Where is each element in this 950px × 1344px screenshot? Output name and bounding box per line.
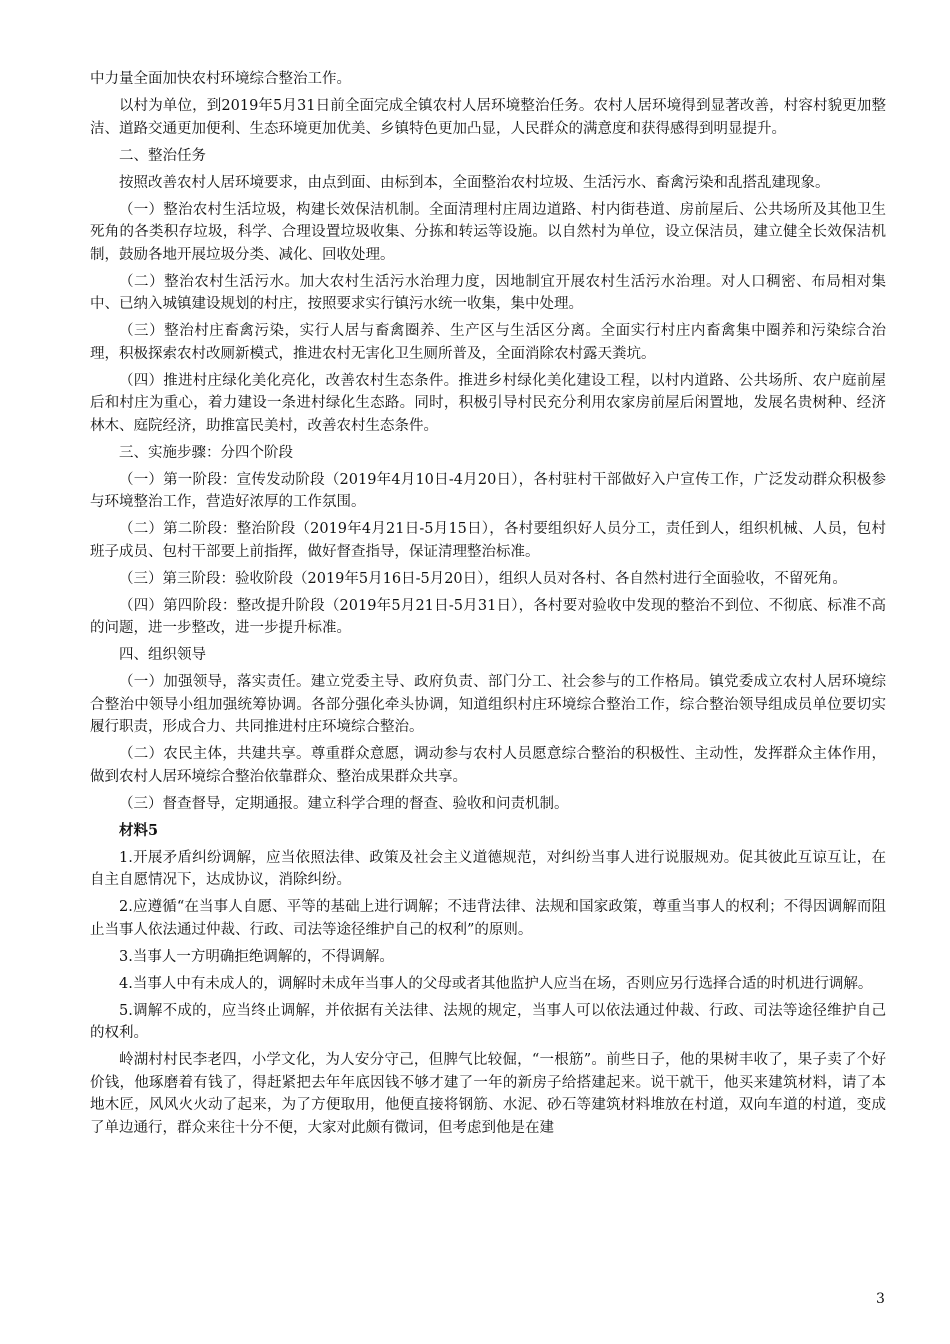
paragraph: （二）整治农村生活污水。加大农村生活污水治理力度，因地制宜开展农村生活污水治理。对人口稠密、布局相对集中、已纳入城镇建设规划的村庄，按照要求实行镇污水统一收集，集中处理。 — [90, 273, 886, 312]
paragraph: 三、实施步骤：分四个阶段 — [119, 444, 293, 461]
paragraph: 以村为单位，到2019年5月31日前全面完成全镇农村人居环境整治任务。农村人居环境得到显著改善，村容村貌更加整洁、道路交通更加便利、生态环境更加优美、乡镇特色更加凸显，人民群众的满意度和获得感得到明显提升。 — [90, 98, 886, 137]
paragraph: 二、整治任务 — [119, 147, 206, 164]
paragraph: （二）第二阶段：整治阶段（2019年4月21日-5月15日），各村要组织好人员分工，责任到人，组织机械、人员，包村班子成员、包村干部要上前指挥，做好督查指导，保证清理整治标准。 — [90, 521, 886, 560]
paragraph: （一）整治农村生活垃圾，构建长效保洁机制。全面清理村庄周边道路、村内街巷道、房前屋后、公共场所及其他卫生死角的各类积存垃圾，科学、合理设置垃圾收集、分拣和转运等设施。以自然村为单位，设立保洁员，建立健全长效保洁机制，鼓励各地开展垃圾分类、减化、回收处理。 — [90, 201, 886, 263]
paragraph: 按照改善农村人居环境要求，由点到面、由标到本，全面整治农村垃圾、生活污水、畜禽污染和乱搭乱建现象。 — [119, 174, 830, 191]
paragraph: （三）督查督导，定期通报。建立科学合理的督查、验收和问责机制。 — [119, 795, 569, 812]
paragraph: （四）推进村庄绿化美化亮化，改善农村生态条件。推进乡村绿化美化建设工程，以村内道路、公共场所、农户庭前屋后和村庄为重心，着力建设一条进村绿化生态路。同时，积极引导村民充分利用农家房前屋后闲置地，发展名贵树种、经济林木、庭院经济，助推富民美村，改善农村生态条件。 — [90, 372, 886, 434]
paragraph: 4.当事人中有未成人的，调解时未成年当事人的父母或者其他监护人应当在场，否则应另行选择合适的时机进行调解。 — [119, 975, 873, 992]
paragraph: 5.调解不成的，应当终止调解，并依据有关法律、法规的规定，当事人可以依法通过仲裁、行政、司法等途径维护自己的权利。 — [90, 1002, 886, 1041]
paragraph: （一）第一阶段：宣传发动阶段（2019年4月10日-4月20日），各村驻村干部做好入户宣传工作，广泛发动群众积极参与环境整治工作，营造好浓厚的工作氛围。 — [90, 471, 886, 510]
paragraph: （三）第三阶段：验收阶段（2019年5月16日-5月20日），组织人员对各村、各自然村进行全面验收，不留死角。 — [119, 570, 847, 587]
section-heading: 材料5 — [119, 821, 159, 839]
paragraph: 中力量全面加快农村环境综合整治工作。 — [90, 71, 351, 87]
paragraph: 3.当事人一方明确拒绝调解的，不得调解。 — [119, 948, 394, 965]
page-number: 3 — [876, 1291, 885, 1307]
paragraph: （一）加强领导，落实责任。建立党委主导、政府负责、部门分工、社会参与的工作格局。镇党委成立农村人居环境综合整治中领导小组加强统筹协调。各部分强化牵头协调，知道组织村庄环境综合整治工作，综合整治领导组成员单位要切实履行职责，形成合力、共同推进村庄环境综合整治。 — [90, 674, 886, 735]
document-body — [90, 68, 886, 1144]
paragraph: （二）农民主体，共建共享。尊重群众意愿，调动参与农村人员愿意综合整治的积极性、主动性，发挥群众主体作用，做到农村人居环境综合整治依靠群众、整治成果群众共享。 — [90, 746, 886, 785]
paragraph: 2.应遵循“在当事人自愿、平等的基础上进行调解；不违背法律、法规和国家政策，尊重当事人的权利；不得因调解而阻止当事人依法通过仲裁、行政、司法等途径维护自己的权利”的原则。 — [90, 899, 886, 938]
paragraph: 1.开展矛盾纠纷调解，应当依照法律、政策及社会主义道德规范，对纠纷当事人进行说服规劝。促其彼此互谅互让，在自主自愿情况下，达成协议，消除纠纷。 — [90, 849, 886, 888]
paragraph: （三）整治村庄畜禽污染，实行人居与畜禽圈养、生产区与生活区分离。全面实行村庄内畜禽集中圈养和污染综合治理，积极探索农村改厕新模式，推进农村无害化卫生厕所普及，全面消除农村露天粪坑。 — [90, 323, 886, 362]
paragraph: （四）第四阶段：整改提升阶段（2019年5月21日-5月31日），各村要对验收中发现的整治不到位、不彻底、标准不高的问题，进一步整改，进一步提升标准。 — [90, 597, 886, 636]
paragraph: 四、组织领导 — [119, 647, 206, 663]
paragraph: 岭湖村村民李老四，小学文化，为人安分守己，但脾气比较倔，“一根筋”。前些日子，他的果树丰收了，果子卖了个好价钱，他琢磨着有钱了，得赶紧把去年年底因钱不够才建了一年的新房子给搭建起来。说干就干，他买来建筑材料，请了本地木匠，风风火火动了起来，为了方便取用，他便直接将钢筋、水泥、砂石等建筑材料堆放在村道，双向车道的村道，变成了单边通行，群众来往十分不便，大家对此颇有微词，但考虑到他是在建 — [90, 1052, 886, 1136]
